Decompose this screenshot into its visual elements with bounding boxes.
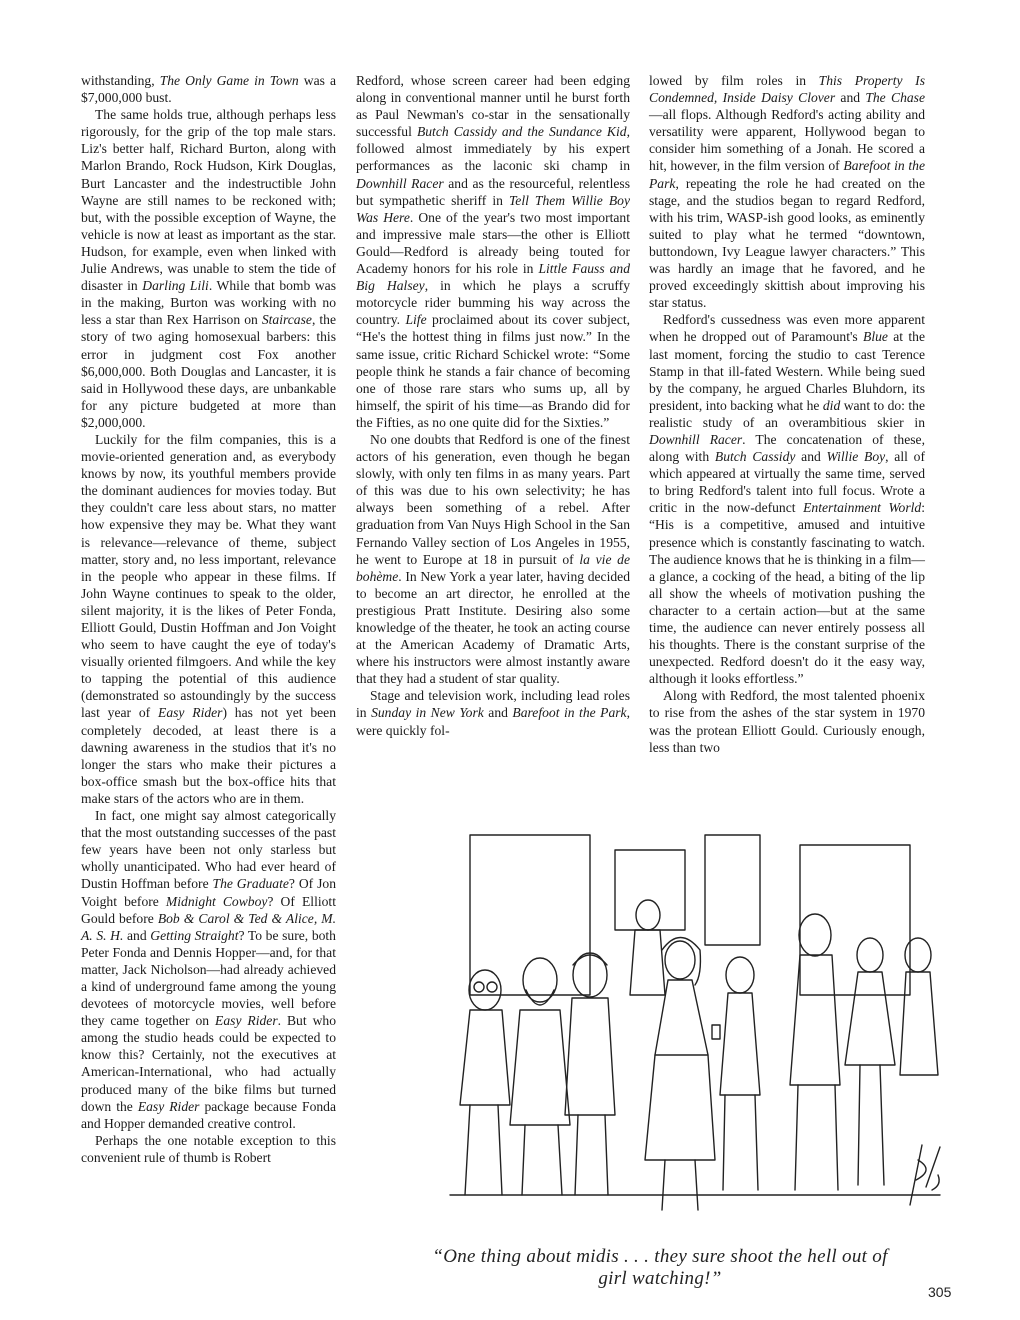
article-column-2 <box>356 72 630 739</box>
body-text: . One of the year's two most important and impressive male stars—the other is Elliott Gould—Redford is already being touted for Academy honors for his role in <box>356 209 630 277</box>
italic-title-text: Darling Lili <box>142 278 209 294</box>
italic-title-text: Little Fauss and Big Halsey <box>356 261 630 294</box>
body-text: . The concatenation of these, along with <box>649 431 925 465</box>
body-text: package because Fonda and Hopper demanded creative control. <box>81 1098 336 1131</box>
body-text: In fact, one might say almost categorically that the most outstanding successes of the past few years have been not only starless but wholly unanticipated. Who had ever heard of Dustin Hoffman before <box>81 808 336 892</box>
figure-bald-man <box>790 914 840 1190</box>
italic-title-text: Barefoot in the Park <box>512 705 627 721</box>
italic-title-text: la vie de bohème <box>356 551 631 584</box>
italic-title-text: This Property Is Condemned, Inside Daisy Clover <box>649 73 925 106</box>
figure-man-with-drink <box>712 957 760 1190</box>
italic-title-text: Bob & Carol & Ted & Alice, M. A. S. H. <box>81 910 336 943</box>
italic-title-text: Tell Them Willie Boy Was Here <box>356 192 630 225</box>
article-paragraph <box>81 431 336 807</box>
body-text: was a $7,000,000 bust. <box>81 73 336 106</box>
body-text: proclaimed about its cover subject, “He's the hottest thing in films just now.” In the same issue, critic Richard Schickel wrote: “Some people think he stands a fair chance of becoming one of those rare stars who sums up, all by himself, the spirit of his time—as Brando did for the Fifties, as no one quite did for the Sixties.” <box>356 312 630 430</box>
body-text: The same holds true, although perhaps less rigorously, for the grip of the top male stars. Liz's better half, Richard Burton, along with Marlon Brando, Rock Hudson, Kirk Douglas, Burt Lancaster and the indestructible John Wayne are still names to be reckoned with; but, with the possible exception of Wayne, the vehicle is now at least as important as the star. Hudson, for example, even when linked with Julie Andrews, was unable to stem the tide of disaster in <box>81 107 336 294</box>
italic-title-text: Sunday in New York <box>371 705 484 721</box>
body-text: Perhaps the one notable exception to this convenient rule of thumb is Robert <box>81 1132 336 1165</box>
body-text: Redford, whose screen career had been edging along in conventional manner until he burst forth as Paul Newman's co-star in the sensationally successful <box>356 73 630 140</box>
artist-signature <box>910 1145 940 1205</box>
italic-title-text: The Chase <box>865 90 925 106</box>
italic-title-text: Butch Cassidy and the Sundance Kid <box>416 124 627 140</box>
figure-man-far-right <box>900 938 938 1075</box>
cartoon-illustration <box>440 815 950 1260</box>
article-paragraph <box>81 106 336 431</box>
figure-bearded-man <box>510 958 570 1195</box>
figure-man-with-glasses <box>460 970 510 1195</box>
article-paragraph <box>649 311 925 687</box>
italic-title-text: Butch Cassidy <box>714 449 796 465</box>
body-text: Along with Redford, the most talented phoenix to rise from the ashes of the star system in 1970 was the protean Elliott Gould. Curiously enough, less than two <box>649 688 925 755</box>
italic-title-text: Easy Rider <box>215 1013 278 1029</box>
cartoon-caption: “One thing about midis . . . they sure shoot the hell out of girl watching!” <box>432 1246 888 1289</box>
italic-title-text: Downhill Racer <box>649 431 743 447</box>
body-text: ) has not yet been completely decoded, at least there is a dawning awareness in the studios that it's no longer the stars who make their pictures a box-office smash but the box-office hits that make stars of the actors who are in them. <box>81 705 336 806</box>
italic-title-text: Entertainment World <box>803 500 922 516</box>
body-text: , in which he plays a scruffy motorcycle rider bumming his way across the country. <box>356 278 630 328</box>
body-text: No one doubts that Redford is one of the finest actors of his generation, even though he began slowly, with only ten films in as many years. Part of this was due to his own selectivity; he has always been something of a rebel. After graduation from Van Nuys High School in the San Fernando Valley section of Los Angeles in 1955, he went to Europe at 18 in pursuit of <box>356 431 630 567</box>
body-text: Luckily for the film companies, this is a movie-oriented generation and, as everybody knows by now, its youthful members provide the dominant audiences for movies today. But they couldn't care less about stars, no matter how expensive they may be. What they want is relevance—relevance of theme, subject matter, story and, no less important, relevance in the people who appear in these films. If John Wayne continues to speak to the older, silent majority, it is the likes of Peter Fonda, Elliott Gould, Dustin Hoffman and Jon Voight who seem to have caught the eye of today's visually oriented filmgoers. And while the key to tapping the potential of this audience (demonstrated so astoundingly by the success last year of <box>81 431 336 721</box>
body-text: and <box>123 927 151 943</box>
italic-title-text: Life <box>405 312 427 328</box>
body-text: . In New York a year later, having decided to become an art director, he enrolled at the prestigious Pratt Institute. Desiring also some knowledge of the theater, he took an acting course at the American Academy of Dramatic Arts, where his instructors were almost instantly aware that they had a student of star quality. <box>356 568 630 687</box>
page-number: 305 <box>928 1284 952 1300</box>
body-text: , the story of two aging homosexual barbers: this error in judgment cost Fox another $6,000,000. Both Douglas and Lancaster, it is said in Hollywood these days, are unbankable for any picture budgeted at more than $2,000,000. <box>81 312 336 430</box>
article-paragraph <box>356 687 630 738</box>
body-text: want to do: the realistic study of an overambitious skier in <box>649 397 925 430</box>
body-text: withstanding, <box>81 73 160 88</box>
body-text: . But who among the studio heads could be expected to know this? Certainly, not the executives at American-International, who had actually produced many of the bike films but turned down the <box>81 1013 337 1114</box>
body-text: ? Of Elliott Gould before <box>81 893 336 926</box>
italic-title-text: Easy Rider <box>137 1098 200 1114</box>
italic-title-text: did <box>822 397 841 413</box>
body-text: ? To be sure, both Peter Fonda and Dennis Hopper—and, for that matter, Jack Nicholson—had already achieved a kind of underground fame among the young devotees of motorcycle movies, well before they came together on <box>81 927 336 1029</box>
body-text: and <box>835 90 866 106</box>
italic-title-text: The Graduate <box>212 876 289 892</box>
italic-title-text: Getting Straight <box>150 927 239 943</box>
body-text: and as the resourceful, relentless but sympathetic sheriff in <box>356 175 630 208</box>
body-text: : “His is a competitive, amused and intuitive presence which is constantly fascinating to watch. The audience knows that he is thinking in a film—a glance, a cocking of the head, a biting of the lip all show the wheels of motivation pushing the character to a certain action—but at the same time, the audience can never entirely possess all his thoughts. There is the constant surprise of the unexpected. Redford doesn't do it the easy way, although it looks effortless.” <box>649 500 925 687</box>
article-column-1 <box>81 72 336 1166</box>
article-paragraph <box>356 72 630 431</box>
italic-title-text: Willie Boy <box>826 449 886 465</box>
body-text: ? Of Jon Voight before <box>81 876 336 909</box>
italic-title-text: Midnight Cowboy <box>165 893 268 909</box>
article-paragraph <box>81 72 336 106</box>
body-text: at the last moment, forcing the studio to cast Terence Stamp in that ill-fated Western. While being sued by the company, he argued Charles Bluhdorn, its president, into backing what he <box>649 329 925 413</box>
article-paragraph <box>649 72 925 311</box>
figure-woman-right <box>845 938 895 1185</box>
figure-background-man <box>630 900 665 995</box>
article-paragraph <box>649 687 925 755</box>
article-column-3 <box>649 72 925 756</box>
article-paragraph <box>81 807 336 1132</box>
body-text: —all flops. Although Redford's acting ability and versatility were apparent, Hollywood began to consider him something of a Jonah. He scored a hit, however, in the film version of <box>649 107 925 174</box>
body-text: and <box>483 705 513 721</box>
italic-title-text: Downhill Racer <box>356 175 444 191</box>
gallery-wall-frames <box>470 835 910 995</box>
italic-title-text: Easy Rider <box>158 705 223 721</box>
body-text: . While that bomb was in the making, Burton was working with no less a star than Rex Harrison on <box>81 278 337 328</box>
body-text: and <box>795 449 827 465</box>
body-text: , were quickly fol- <box>356 705 630 738</box>
italic-title-text: Barefoot in the Park <box>649 158 926 191</box>
body-text: , followed almost immediately by his expert performances as the laconic ski champ in <box>356 124 630 174</box>
body-text: , all of which appeared at virtually the same time, served to bring Redford's talent into full focus. Wrote a critic in the now-defunct <box>649 449 925 516</box>
italic-title-text: The Only Game in Town <box>159 73 299 88</box>
body-text: Stage and television work, including lead roles in <box>356 688 630 721</box>
body-text: , repeating the role he had created on the stage, and the studios began to regard Redford, with his trim, WASP-ish good looks, as eminently suited to play what he termed “downtown, buttondown, Ivy League lawyer characters.” This was hardly an image that he favored, and he proved exceedingly skittish about improving his star status. <box>649 175 925 311</box>
body-text: Redford's cussedness was even more apparent when he dropped out of Paramount's <box>649 312 925 345</box>
figure-woman-in-midi <box>645 938 715 1211</box>
body-text: lowed by film roles in <box>649 73 819 88</box>
article-paragraph <box>356 431 630 687</box>
italic-title-text: Blue <box>863 329 888 345</box>
italic-title-text: Staircase <box>261 312 312 328</box>
article-paragraph <box>81 1132 336 1166</box>
